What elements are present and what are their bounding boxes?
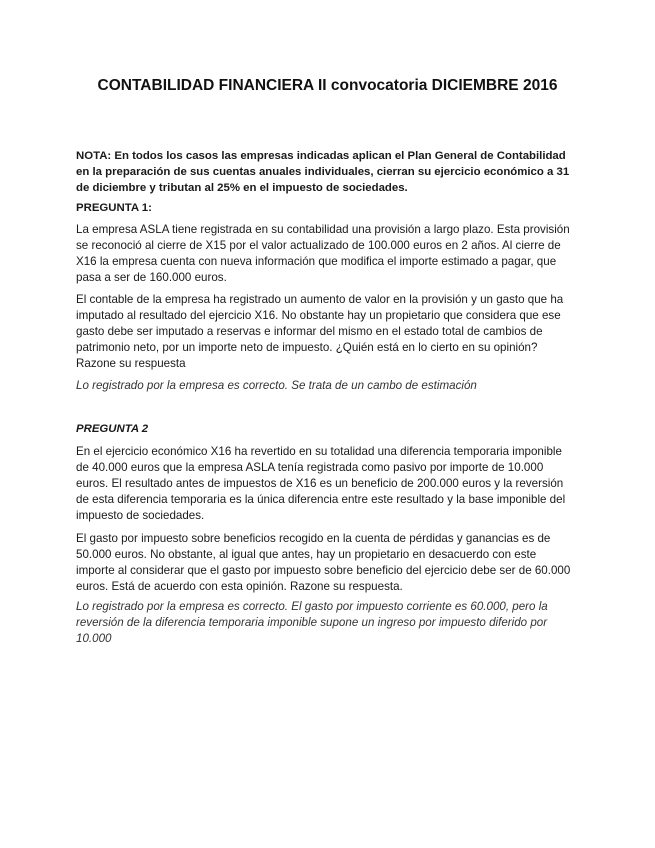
note-paragraph: NOTA: En todos los casos las empresas indicadas aplican el Plan General de Contabilidad en la preparación de sus cuentas anuales individuales, cierran su ejercicio económico a 31 de diciembre y tributan al 25% en el impuesto de sociedades. <box>76 150 570 194</box>
question-1-paragraph-1: La empresa ASLA tiene registrada en su contabilidad una provisión a largo plazo. Esta provisión se reconoció al cierre de X15 por el valor actualizado de 100.000 euros en 2 años. Al cierre de X16 la empresa cuenta con nueva información que modifica el importe estimado a pagar, que pasa a ser de 160.000 euros. <box>76 223 570 284</box>
document-title: CONTABILIDAD FINANCIERA II convocatoria DICIEMBRE 2016 <box>97 77 558 94</box>
question-2-paragraph-2: El gasto por impuesto sobre beneficios recogido en la cuenta de pérdidas y ganancias es de 50.000 euros. No obstante, al igual que antes, hay un propietario en desacuerdo con este importe al considerar que el gasto por impuesto sobre beneficio del ejercicio debe ser de 60.000 euros. Está de acuerdo con esta opinión. Razone su respuesta. <box>76 532 571 593</box>
question-2-paragraph-1: En el ejercicio económico X16 ha revertido en su totalidad una diferencia temporaria imponible de 40.000 euros que la empresa ASLA tenía registrada como pasivo por importe de 10.000 euros. El resultado antes de impuestos de X16 es un beneficio de 200.000 euros y la reversión de esta diferencia temporaria es la única diferencia entre este resultado y la base imponible del impuesto de sociedades. <box>76 445 566 522</box>
question-2-answer: Lo registrado por la empresa es correcto. El gasto por impuesto corriente es 60.000, pero la reversión de la diferencia temporaria imponible supone un ingreso por impuesto diferido por 10.000 <box>76 600 548 645</box>
question-1-heading: PREGUNTA 1: <box>76 202 152 214</box>
question-2-heading: PREGUNTA 2 <box>76 423 149 435</box>
question-1-answer: Lo registrado por la empresa es correcto. Se trata de un cambo de estimación <box>76 379 477 392</box>
question-1-paragraph-2: El contable de la empresa ha registrado un aumento de valor en la provisión y un gasto que ha imputado al resultado del ejercicio X16. No obstante hay un propietario que considera que ese gasto debe ser imputado a reservas e informar del mismo en el estado total de cambios de patrimonio neto, por un importe neto de impuesto. ¿Quién está en lo cierto en su opinión? Razone su respuesta <box>76 293 564 370</box>
